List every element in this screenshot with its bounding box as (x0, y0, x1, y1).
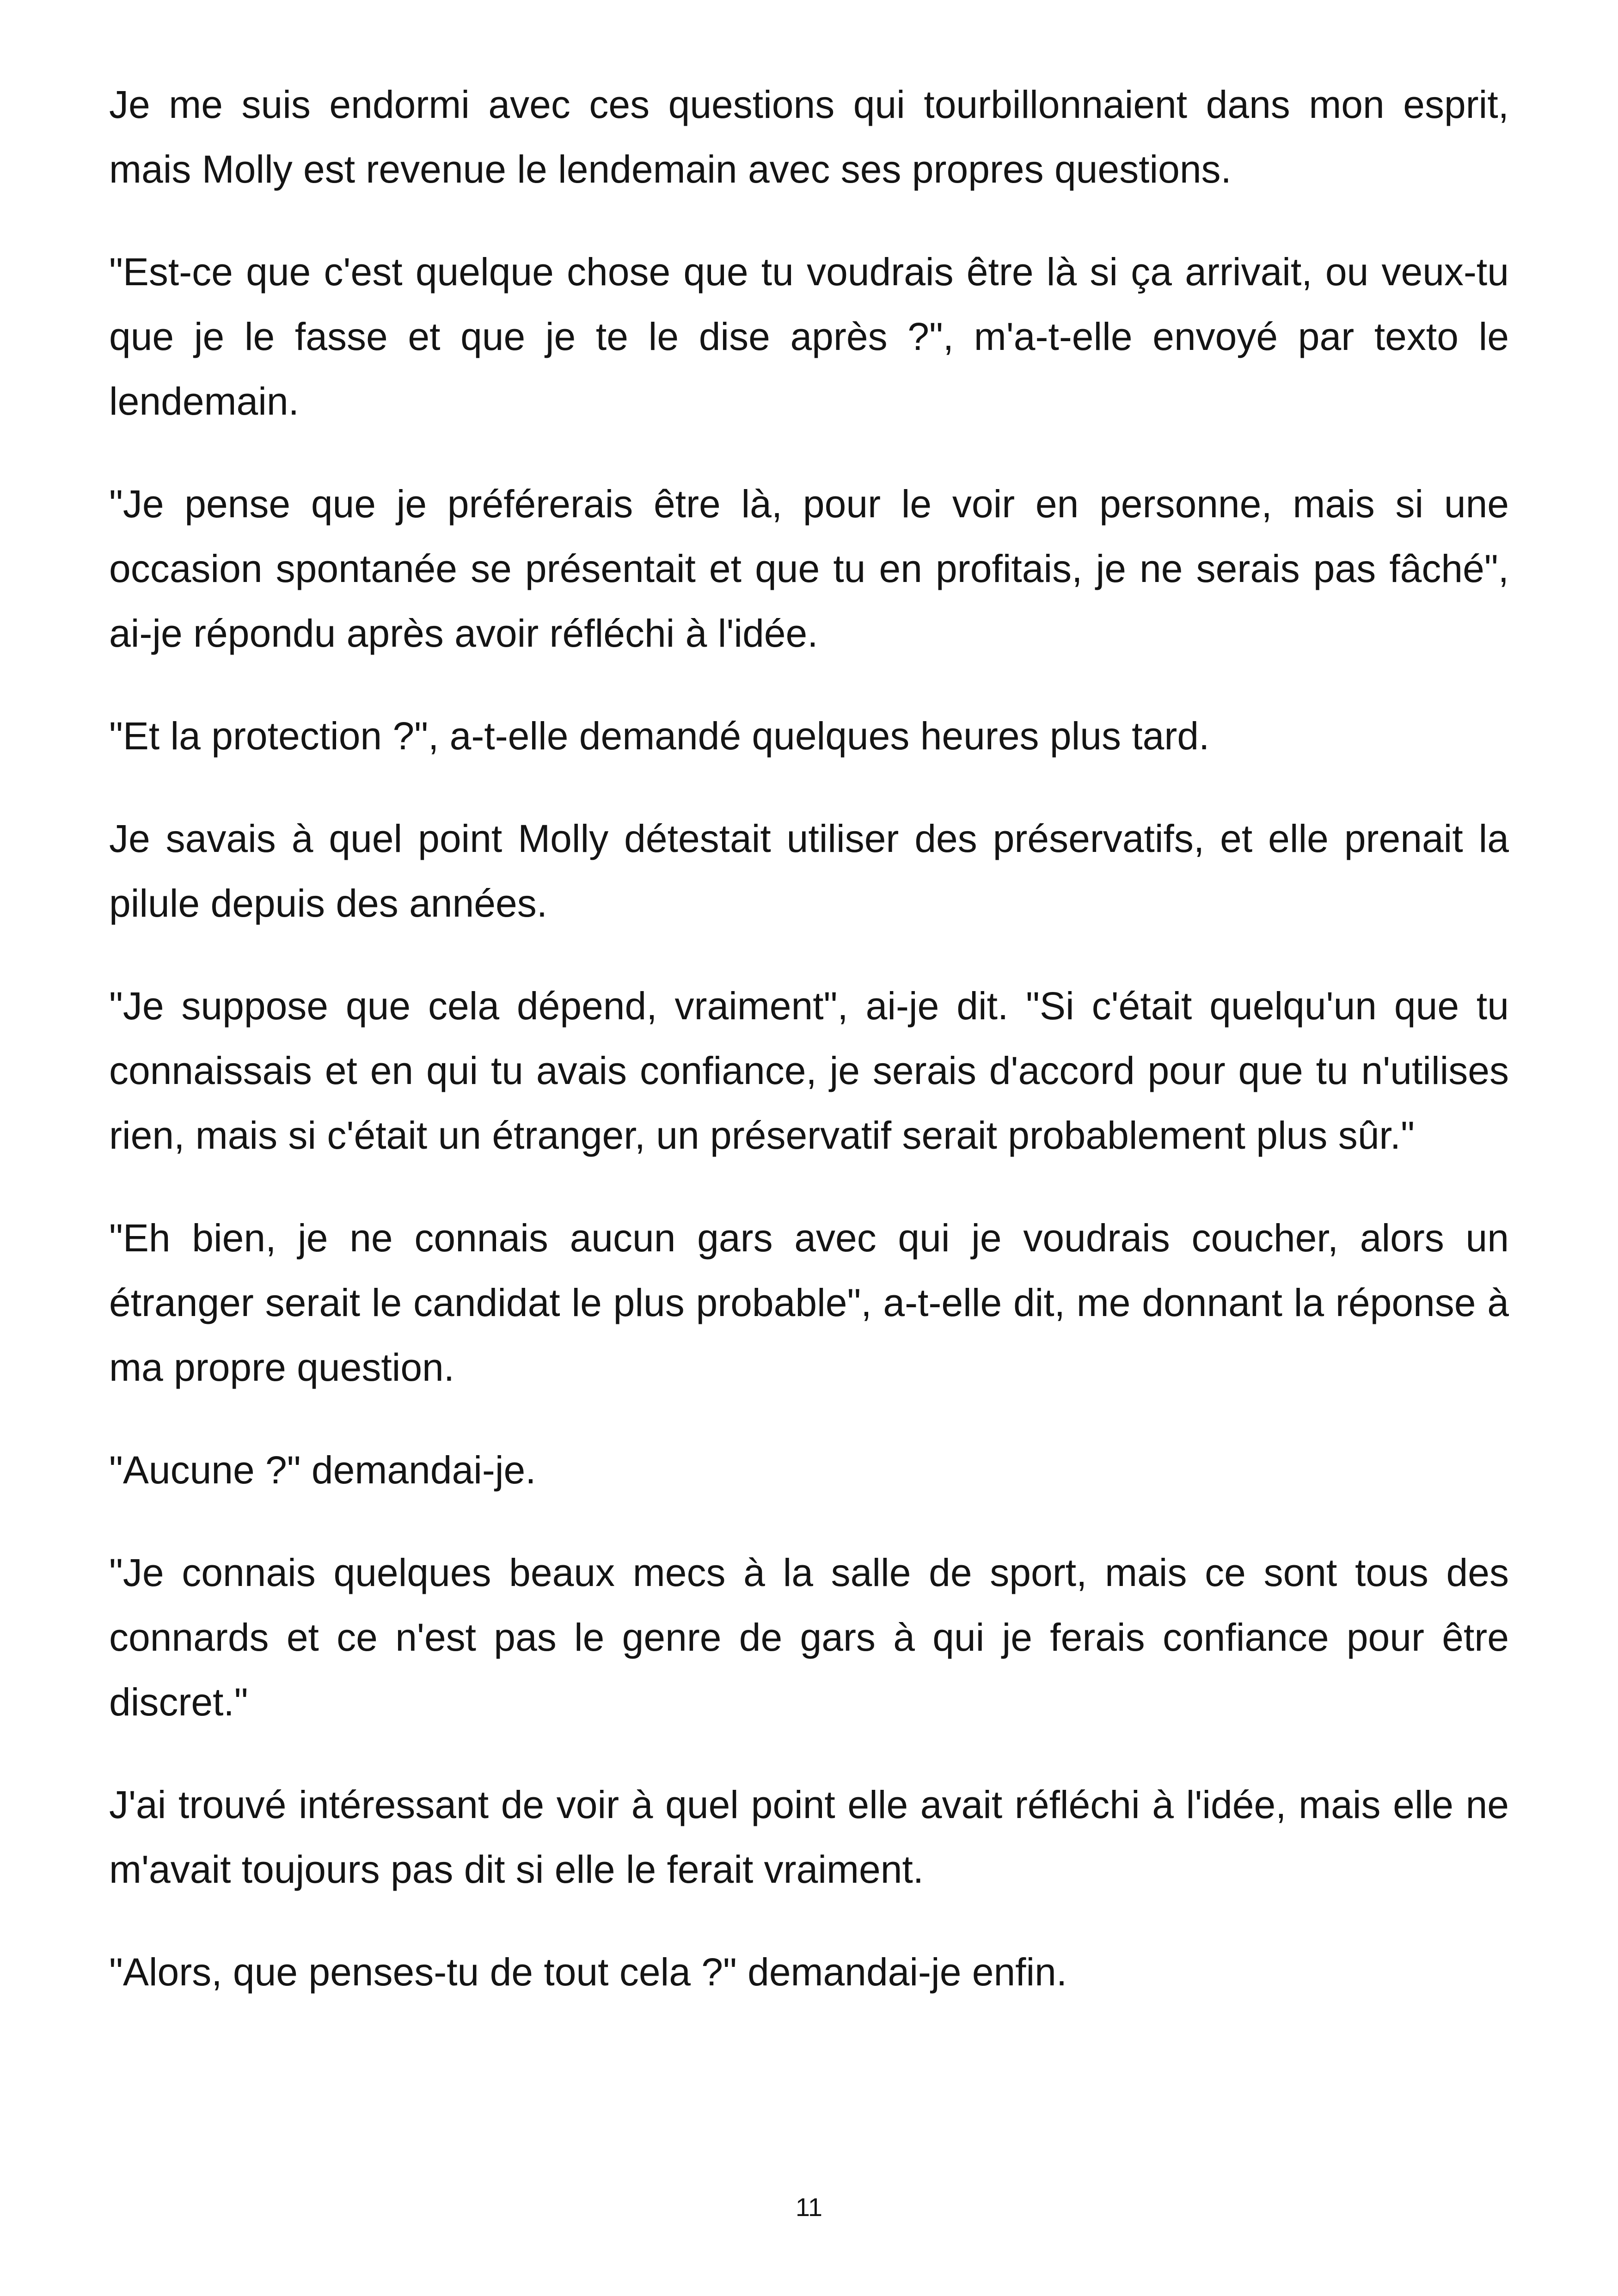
page-number: 11 (795, 2192, 823, 2222)
paragraph-4: "Et la protection ?", a-t-elle demandé quelques heures plus tard. (109, 714, 1210, 758)
paragraph-5: Je savais à quel point Molly détestait utiliser des préservatifs, et elle prenait la pilule depuis des années. (109, 817, 1509, 925)
paragraph-10: J'ai trouvé intéressant de voir à quel point elle avait réfléchi à l'idée, mais elle ne m'avait toujours pas dit si elle le ferait vraiment. (109, 1783, 1509, 1891)
body-text (109, 72, 1509, 2042)
paragraph-1: Je me suis endormi avec ces questions qui tourbillonnaient dans mon esprit, mais Molly est revenue le lendemain avec ses propres questions. (109, 83, 1509, 191)
paragraph-9: "Je connais quelques beaux mecs à la salle de sport, mais ce sont tous des connards et ce n'est pas le genre de gars à qui je ferais confiance pour être discret." (109, 1551, 1509, 1724)
paragraph-11: "Alors, que penses-tu de tout cela ?" demandai-je enfin. (109, 1950, 1067, 1994)
paragraph-7: "Eh bien, je ne connais aucun gars avec qui je voudrais coucher, alors un étranger serait le candidat le plus probable", a-t-elle dit, me donnant la réponse à ma propre question. (109, 1216, 1509, 1389)
paragraph-6: "Je suppose que cela dépend, vraiment", ai-je dit. "Si c'était quelqu'un que tu connaissais et en qui tu avais confiance, je serais d'accord pour que tu n'utilises rien, mais si c'était un étranger, un préservatif serait probablement plus sûr." (109, 984, 1509, 1157)
paragraph-8: "Aucune ?" demandai-je. (109, 1448, 536, 1492)
paragraph-3: "Je pense que je préférerais être là, pour le voir en personne, mais si une occasion spontanée se présentait et que tu en profitais, je ne serais pas fâché", ai-je répondu après avoir réfléchi à l'idée. (109, 482, 1509, 655)
paragraph-2: "Est-ce que c'est quelque chose que tu voudrais être là si ça arrivait, ou veux-tu que je le fasse et que je te le dise après ?", m'a-t-elle envoyé par texto le lendemain. (109, 250, 1509, 423)
